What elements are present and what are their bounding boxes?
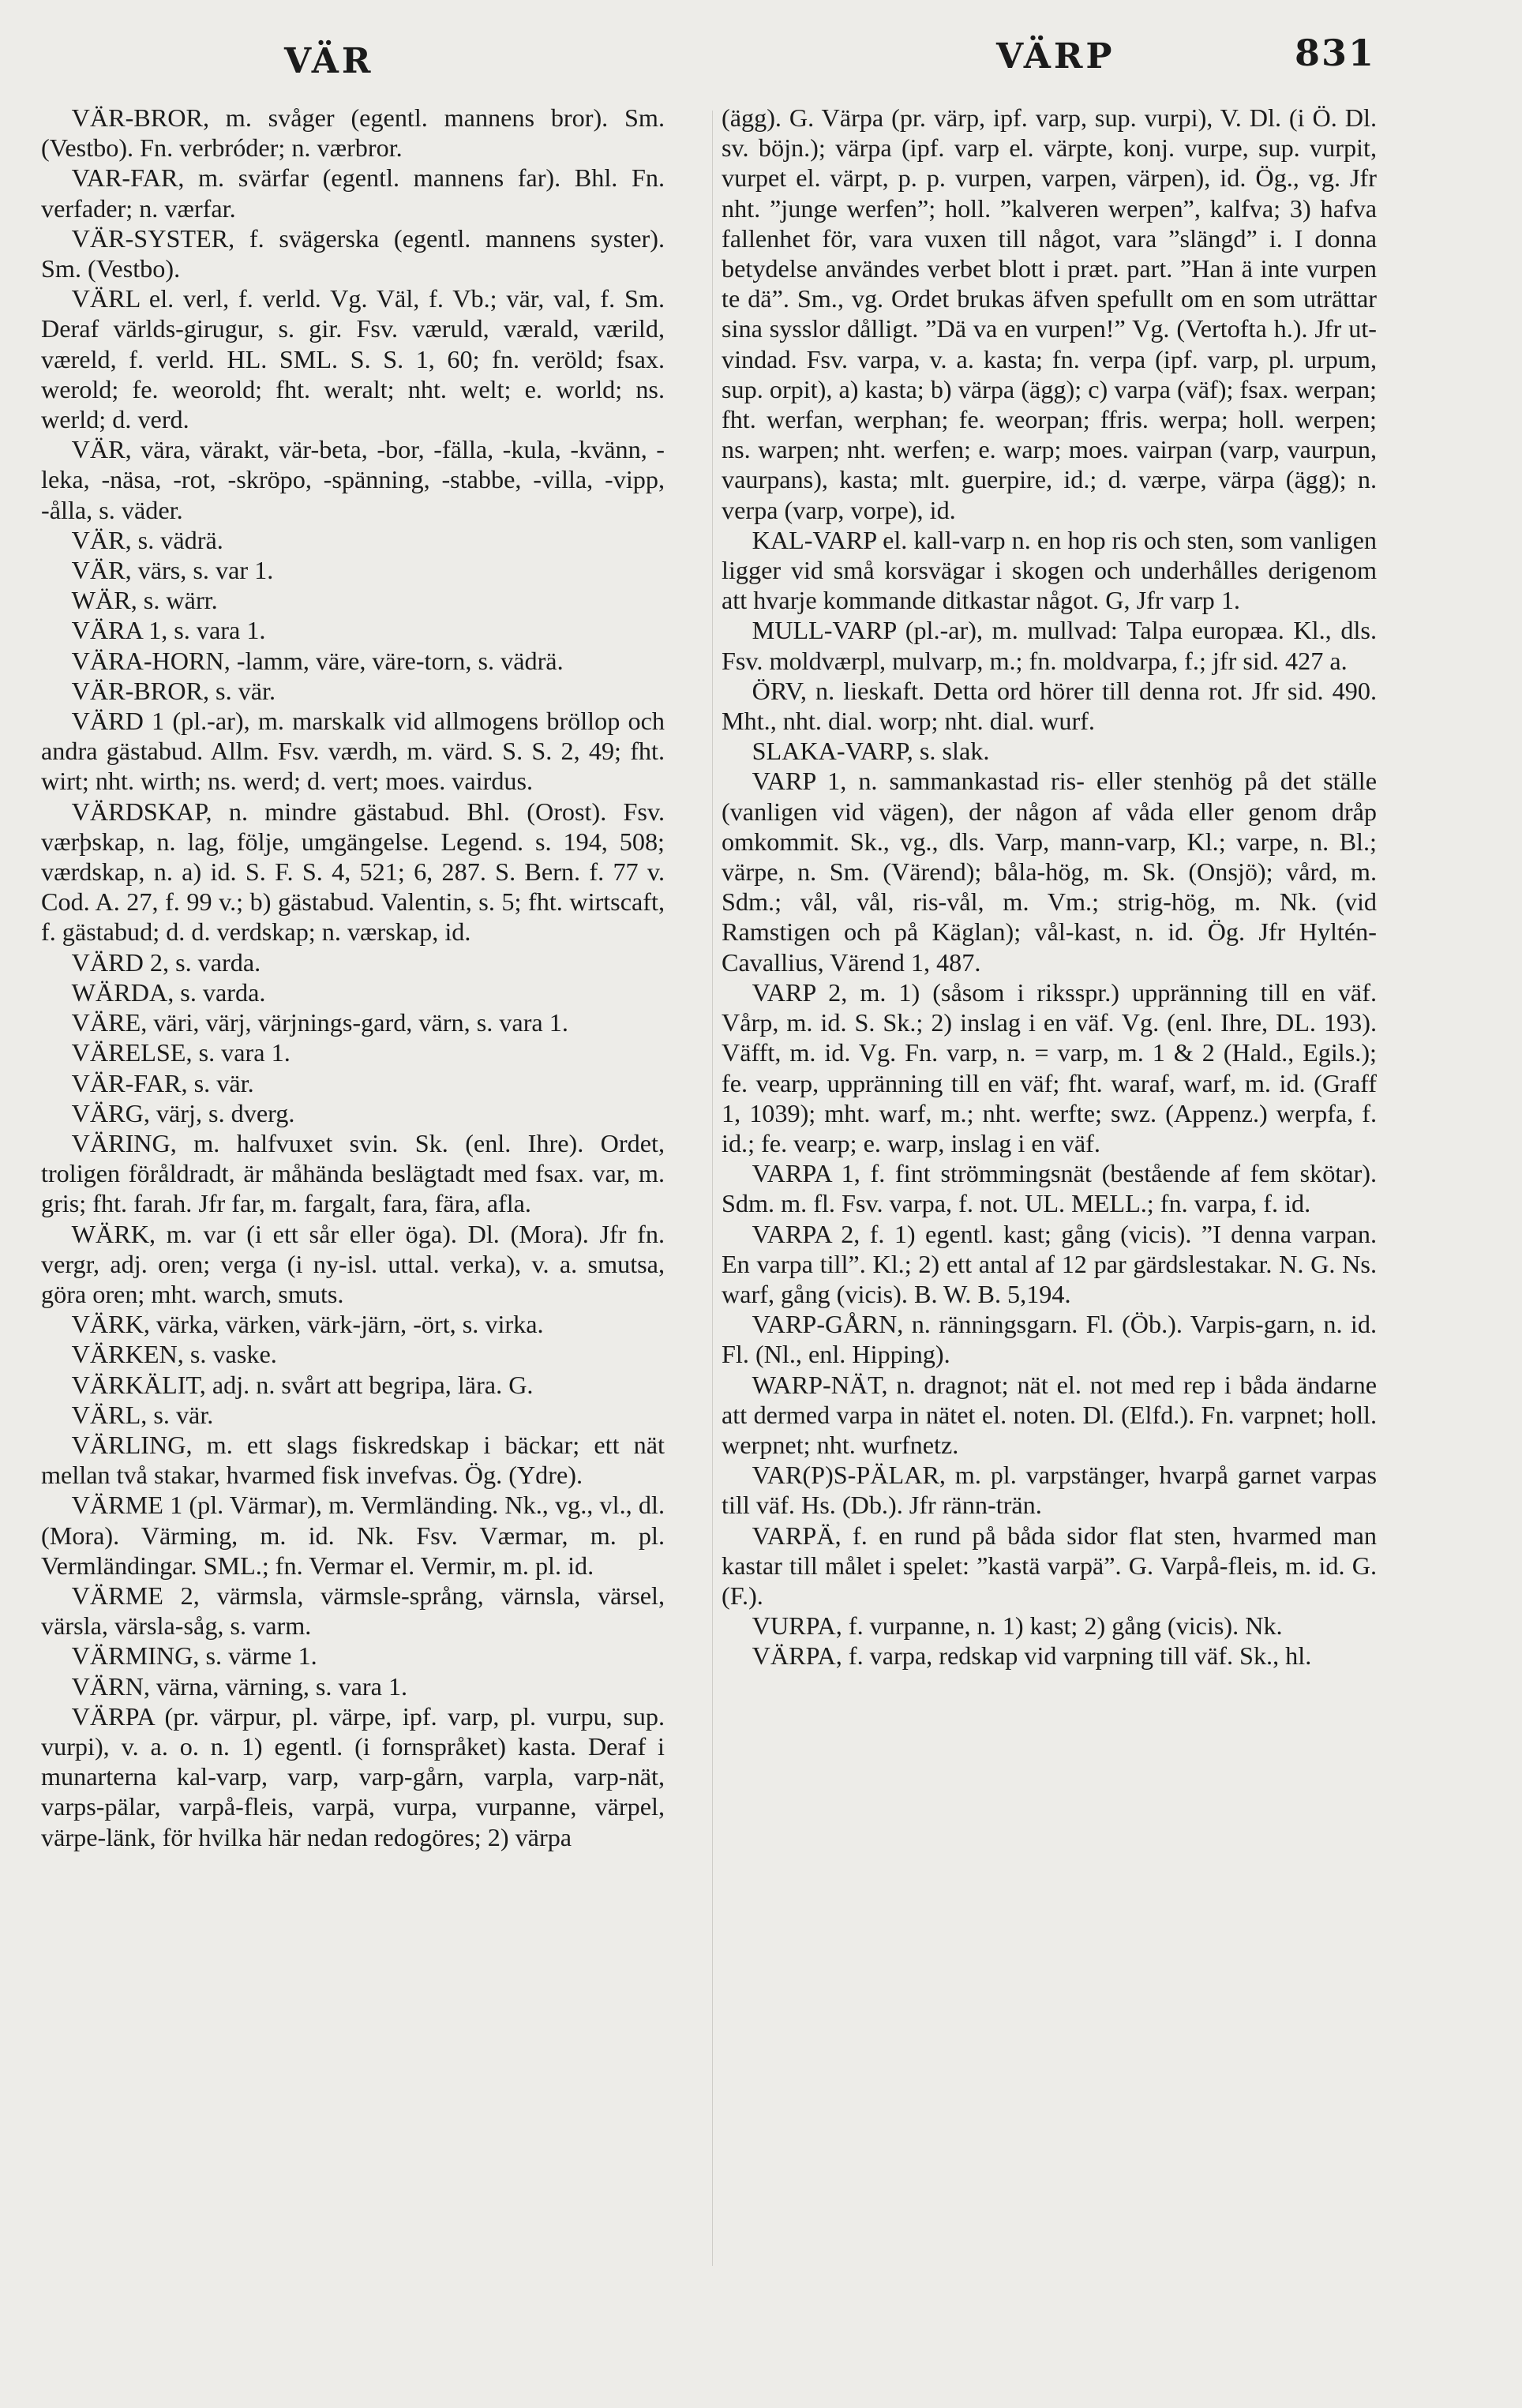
entry: VAR(P)S-PÄLAR, m. pl. varpstänger, hvarpå garnet varpas till väf. Hs. (Db.). Jfr ränn-trän. [722,1461,1377,1520]
entry: VÄRKEN, s. vaske. [71,1340,277,1369]
entry: VÄR-SYSTER, f. svägerska (egentl. mannens syster). Sm. (Vestbo). [41,223,665,283]
entry: VÄR, s. vädrä. [71,525,223,554]
entry: WÄRK, m. var (i ett sår eller öga). Dl. (Mora). Jfr fn. vergr, adj. oren; verga (i ny-isl. uttal. verka), v. a. smutsa, göra oren; mht. warch, smuts. [41,1219,665,1308]
left-column [41,103,665,1852]
entry: VAR-FAR, m. svärfar (egentl. mannens far). Bhl. Fn. verfader; n. værfar. [41,163,665,223]
entry: ÖRV, n. lieskaft. Detta ord hörer till denna rot. Jfr sid. 490. Mht., nht. dial. worp; nht. dial. wurf. [722,676,1377,736]
entry: VÄRLING, m. ett slags fiskredskap i bäckar; ett nät mellan två stakar, hvarmed fisk invefvas. Ög. (Ydre). [41,1430,665,1490]
entry: VÄRMING, s. värme 1. [71,1641,317,1671]
right-column [722,103,1377,1671]
entry: VÄRL el. verl, f. verld. Vg. Väl, f. Vb.; vär, val, f. Sm. Deraf världs-girugur, s. gir. Fsv. væruld, værald, værild, væreld, f. verld. HL. SML. S. S. 1, 60; fn. veröld; fsax. werold; fe. weorold; fht. weralt; nht. welt; e. world; ns. werld; d. verd. [41,284,665,434]
entry: VÄRELSE, s. vara 1. [71,1038,291,1067]
entry: VÄR-BROR, s. vär. [71,676,276,705]
entry: VÄR, vära, värakt, vär-beta, -bor, -fälla, -kula, -kvänn, -leka, -näsa, -rot, -skröpo, -spänning, -stabbe, -villa, -vipp, -ålla, s. väder. [41,435,665,524]
entry: VÄRPA (pr. värpur, pl. värpe, ipf. varp, pl. vurpu, sup. vurpi), v. a. o. n. 1) egentl. (i fornspråket) kasta. Deraf i munarterna kal-varp, varp, varp-gårn, varpla, varp-nät, varps-pälar, varpå-fleis, varpä, vurpa, vurpanne, värpel, värpe-länk, för hvilka här nedan redogöres; 2) värpa [41,1701,665,1851]
entry: VÄRN, värna, värning, s. vara 1. [71,1671,408,1701]
entry: VARPA 1, f. fint strömmingsnät (bestående af fem skötar). Sdm. m. fl. Fsv. varpa, f. not. UL. MELL.; fn. varpa, f. id. [722,1159,1377,1218]
entry: VARPÄ, f. en rund på båda sidor flat sten, hvarmed man kastar till målet i spelet: ”kastä varpä”. G. Varpå-fleis, m. id. G. (F.). [722,1521,1377,1610]
entry: VÄRD 1 (pl.-ar), m. marskalk vid allmogens bröllop och andra gästabud. Allm. Fsv. værdh, m. värd. S. S. 2, 49; fht. wirt; nht. wirth; ns. werd; d. vert; moes. vairdus. [41,707,665,796]
entry: VÄR-BROR, m. svåger (egentl. mannens bror). Sm. (Vestbo). Fn. verbróder; n. værbror. [41,103,665,163]
entry: VÄR, värs, s. var 1. [71,556,274,585]
entry: VÄRING, m. halfvuxet svin. Sk. (enl. Ihre). Ordet, troligen föråldradt, är måhända beslägtadt med fsax. var, m. gris; fht. farah. Jfr far, m. fargalt, fara, fära, afla. [41,1128,665,1218]
entry: VÄRE, väri, värj, värjnings-gard, värn, s. vara 1. [71,1008,568,1037]
column-gutter [712,111,713,2266]
entry: WÄR, s. wärr. [71,586,218,615]
entry: VURPA, f. vurpanne, n. 1) kast; 2) gång (vicis). Nk. [752,1611,1283,1641]
entry: WÄRDA, s. varda. [71,977,266,1007]
entry: VÄRD 2, s. varda. [71,947,261,977]
entry: VÄRA-HORN, -lamm, väre, väre-torn, s. vädrä. [71,646,564,675]
header-right-guide-word: VÄRP [996,36,1115,77]
entry: WARP-NÄT, n. dragnot; nät el. not med rep i båda ändarne att dermed varpa in nätet el. noten. Dl. (Elfd.). Fn. varpnet; holl. werpnet; nht. wurfnetz. [722,1370,1377,1459]
entry: VÄRME 1 (pl. Värmar), m. Vermländing. Nk., vg., vl., dl. (Mora). Värming, m. id. Nk. Fsv. Værmar, m. pl. Vermländingar. SML.; fn. Vermar el. Vermir, m. pl. id. [41,1491,665,1580]
entry: VÄRKÄLIT, adj. n. svårt att begripa, lära. G. [71,1370,534,1399]
entry: VÄRG, värj, s. dverg. [71,1098,295,1127]
entry: VÄRA 1, s. vara 1. [71,616,266,645]
entry: VARPA 2, f. 1) egentl. kast; gång (vicis). ”I denna varpan. En varpa till”. Kl.; 2) ett antal af 12 par gärdslestakar. N. G. Ns. warf, gång (vicis). B. W. B. 5,194. [722,1219,1377,1308]
entry: VÄRDSKAP, n. mindre gästabud. Bhl. (Orost). Fsv. værþskap, n. lag, följe, umgängelse. Legend. s. 194, 508; værdskap, n. a) id. S. F. S. 4, 521; 6, 287. S. Bern. f. 77 v. Cod. A. 27, f. 99 v.; b) gästabud. Valentin, s. 5; fht. wirtscaft, f. gästabud; d. d. verdskap; n. værskap, id. [41,797,665,947]
entry: VÄRK, värka, värken, värk-järn, -ört, s. virka. [71,1310,544,1339]
entry: VÄRME 2, värmsla, värmsle-språng, värnsla, värsel, värsla, värsla-såg, s. varm. [41,1581,665,1641]
entry: VARP-GÅRN, n. ränningsgarn. Fl. (Öb.). Varpis-garn, n. id. Fl. (Nl., enl. Hipping). [722,1310,1377,1369]
page-number: 831 [1295,32,1376,74]
entry-continuation: (ägg). G. Värpa (pr. värp, ipf. varp, sup. vurpi), V. Dl. (i Ö. Dl. sv. böjn.); värpa (ipf. varp el. värpte, konj. vurpe, sup. vurpit, vurpet el. värpt, p. p. vurpen, varpen, värpen), id. Ög., vg. Jfr nht. ”junge werfen”; holl. ”kalveren werpen”, kalfva; 3) hafva fallenhet för, vara vuxen till något, vara ”slängd” i. I donna betydelse användes verbet blott i præt. part. ”Han ä inte vurpen te dä”. Sm., vg. Ordet brukas äfven spefullt om en som uträttar sina sysslor dålligt. ”Dä va en vurpen!” Vg. (Vertofta h.). Jfr ut-vindad. Fsv. varpa, v. a. kasta; fn. verpa (ipf. varp, pl. urpum, sup. orpit), a) kasta; b) värpa (ägg); c) varpa (väf); fsax. werpan; fht. werfan, werphan; fe. weorpan; ffris. werpa; holl. werpen; ns. warpen; nht. werfen; e. warp; moes. vairpan (varp, vaurpun, vaurpans), kasta; mlt. guerpire, id.; d. værpe, värpa (ägg); n. verpa (varp, vorpe), id. [722,103,1377,524]
entry: SLAKA-VARP, s. slak. [752,737,990,766]
header-left-guide-word: VÄR [284,41,374,81]
entry: VÄRPA, f. varpa, redskap vid varpning till väf. Sk., hl. [752,1641,1312,1671]
entry: VARP 1, n. sammankastad ris- eller stenhög på det ställe (vanligen vid vägen), der någon af våda eller genom dråp omkommit. Sk., vg., dls. Varp, mann-varp, Kl.; varpe, n. Bl.; värpe, n. Sm. (Värend); båla-hög, m. Sk. (Onsjö); vård, m. Sdm.; vål, vål, ris-vål, m. Vm.; strig-hög, m. Nk. (vid Ramstigen och på Käglan); vål-kast, n. id. Ög. Jfr Hyltén-Cavallius, Värend 1, 487. [722,767,1377,977]
entry: VARP 2, m. 1) (såsom i riksspr.) uppränning till en väf. Vårp, m. id. S. Sk.; 2) inslag i en väf. Vg. (enl. Ihre, DL. 193). Väfft, m. id. Vg. Fn. varp, n. = varp, m. 1 & 2 (Hald., Egils.); fe. vearp, uppränning till en väf; fht. waraf, warf, m. id. (Graff 1, 1039); mht. warf, m.; nht. werfte; swz. (Appenz.) werpfa, f. id.; fe. vearp; e. warp, inslag i en väf. [722,977,1377,1157]
entry: MULL-VARP (pl.-ar), m. mullvad: Talpa europæa. Kl., dls. Fsv. moldværpl, mulvarp, m.; fn. moldvarpa, f.; jfr sid. 427 a. [722,616,1377,675]
entry: VÄR-FAR, s. vär. [71,1068,254,1097]
entry: VÄRL, s. vär. [71,1400,214,1429]
page-header [0,24,1522,79]
entry: KAL-VARP el. kall-varp n. en hop ris och sten, som vanligen ligger vid små korsvägar i skogen och underhålles derigenom att hvarje kommande ditkastar något. G, Jfr varp 1. [722,525,1377,615]
